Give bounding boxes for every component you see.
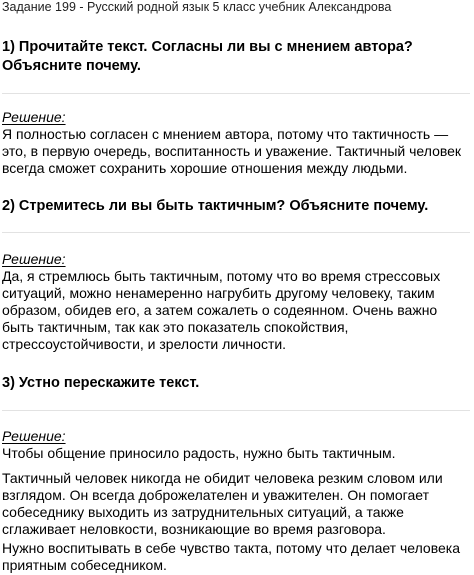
solution-3-label: Решение:: [2, 428, 66, 444]
page-header: Задание 199 - Русский родной язык 5 класс учебник Александрова: [2, 0, 392, 14]
solution-3-paragraph-2: Тактичный человек никогда не обидит человека резким словом или взглядом. Он всегда доброжелателен и уважителен. Он помогает собеседнику выходить из затруднительных ситуаций, а также сглаживает неловкости, возникающие во время разговора.: [2, 470, 443, 537]
solution-2-paragraph-1: Да, я стремлюсь быть тактичным, потому что во время стрессовых ситуаций, можно ненамеренно нагрубить другому человеку, таким образом, обидев его, а затем сожалеть о содеянном. Очень важно быть тактичным, так как это показатель спокойствия, стрессоустойчивости, и зрелости личности.: [2, 268, 441, 352]
solution-2-label: Решение:: [2, 251, 66, 267]
solution-3-paragraph-1: Чтобы общение приносило радость, нужно быть тактичным.: [2, 445, 396, 461]
question-2-title: 2) Стремитесь ли вы быть тактичным? Объясните почему.: [2, 198, 429, 214]
separator: [2, 93, 470, 94]
solution-1-label: Решение:: [2, 109, 66, 125]
solution-1-paragraph-1: Я полностью согласен с мнением автора, потому что тактичность — это, в первую очередь, воспитанность и уважение. Тактичный человек всегда сможет сохранить хорошие отношения между людьми.: [2, 126, 462, 176]
solution-3-paragraph-3: Нужно воспитывать в себе чувство такта, потому что делает человека приятным собеседником.: [2, 540, 460, 573]
separator: [2, 410, 470, 411]
question-1-title: 1) Прочитайте текст. Согласны ли вы с мнением автора? Объясните почему.: [2, 39, 413, 74]
question-3-title: 3) Устно перескажите текст.: [2, 375, 200, 391]
separator: [2, 232, 470, 233]
